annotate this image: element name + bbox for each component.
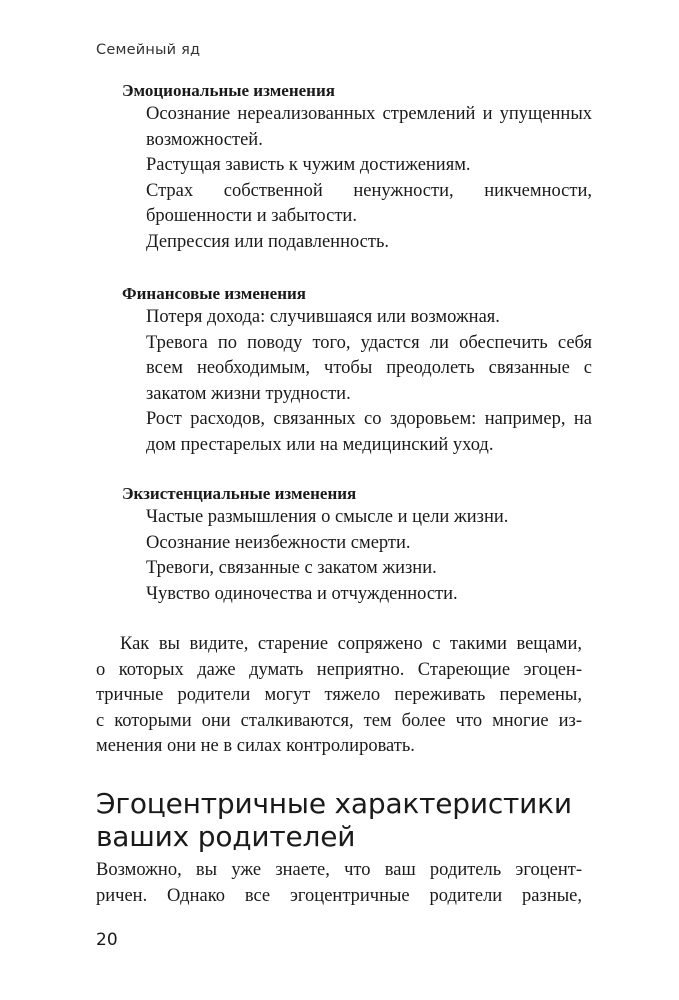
paragraph-line: с которыми они сталкиваются, тем более что многие из-: [96, 710, 582, 731]
section-existential: [122, 483, 592, 607]
paragraph-line: о которых даже думать неприятно. Стареющие эгоцен-: [96, 659, 582, 680]
list-item: Чувство одиночества и отчужденности.: [146, 583, 458, 604]
body-paragraph-2: [96, 858, 582, 909]
section-emotional: [122, 80, 592, 255]
list-item: Рост расходов, связанных со здоровьем: например, на дом престарелых или на медицинский уход.: [146, 409, 592, 455]
section-title: Эмоциональные изменения: [122, 81, 335, 100]
section-financial: [122, 283, 592, 458]
paragraph-line: Как вы видите, старение сопряжено с такими вещами,: [120, 634, 582, 654]
running-head: Семейный яд: [96, 42, 201, 58]
paragraph-line: ричен. Однако все эгоцентричные родители разные,: [96, 885, 582, 906]
list-item: Тревога по поводу того, удастся ли обеспечить себя всем необходимым, чтобы преодолеть связанные с закатом жизни трудности.: [146, 332, 592, 404]
section-title: Финансовые изменения: [122, 284, 306, 303]
paragraph-line: Возможно, вы уже знаете, что ваш родитель эгоцент-: [96, 860, 582, 880]
list-item: Осознание нереализованных стремлений и упущенных возможностей.: [146, 104, 592, 150]
body-paragraph: [96, 632, 582, 760]
page-number: 20: [96, 930, 118, 950]
list-item: Растущая зависть к чужим достижениям.: [146, 155, 471, 175]
list-item: Частые размышления о смысле и цели жизни.: [146, 507, 509, 527]
list-item: Депрессия или подавленность.: [146, 231, 390, 252]
list-item: Страх собственной ненужности, никчемности, брошенности и забытости.: [146, 180, 592, 226]
list-item: Осознание неизбежности смерти.: [146, 532, 411, 553]
section-title: Экзистенциальные изменения: [122, 484, 357, 503]
list-item: Тревоги, связанные с закатом жизни.: [146, 558, 437, 578]
chapter-heading: Эгоцентричные характеристики ваших родителей: [96, 787, 572, 853]
paragraph-line: тричные родители могут тяжело переживать перемены,: [96, 685, 582, 705]
list-item: Потеря дохода: случившаяся или возможная.: [146, 307, 500, 327]
paragraph-line: менения они не в силах контролировать.: [96, 736, 415, 756]
